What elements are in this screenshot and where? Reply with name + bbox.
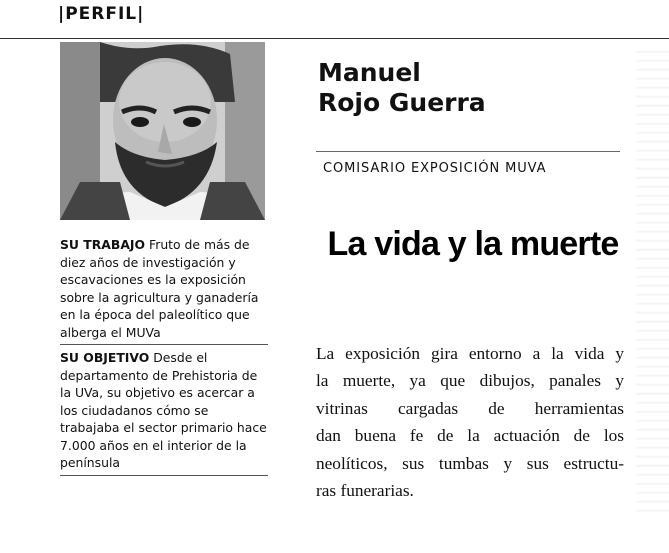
su-trabajo-text: Fruto de más de diez años de investigación y escavaciones es la exposición sobre la agricultura y ganadería en la época del paleolítico que alberga el MUVa xyxy=(60,237,259,340)
body-line: ras funerarias. xyxy=(316,481,414,501)
portrait-photo xyxy=(60,42,265,220)
portrait-image xyxy=(60,42,265,220)
su-objetivo-label: SU OBJETIVO xyxy=(60,350,150,365)
body-line: La exposición gira entorno a la vida y xyxy=(316,344,624,363)
body-line: neolíticos, sus tumbas y sus estructu- xyxy=(316,453,624,473)
body-line: vitrinas cargadas de herramientas xyxy=(316,398,624,418)
body-text xyxy=(316,340,624,504)
body-line: la muerte, ya que dibujos, panales y xyxy=(316,371,624,391)
name-first: Manuel xyxy=(318,58,421,87)
profile-sidebar xyxy=(60,236,268,480)
role-rule xyxy=(316,151,620,152)
body-line: dan buena fe de la actuación de los xyxy=(316,426,624,446)
su-trabajo-block xyxy=(60,236,268,345)
top-rule xyxy=(0,38,669,39)
su-objetivo-text: Desde el departamento de Prehistoria de la UVa, su objetivo es acercar a los ciudadanos cómo se trabajaba el sector primario hace 7.000 años en el interior de la península xyxy=(60,350,267,470)
scan-noise-edge xyxy=(636,48,669,518)
headline: La vida y la muerte xyxy=(327,225,619,263)
su-objetivo-block xyxy=(60,349,268,476)
name-last: Rojo Guerra xyxy=(318,88,486,117)
profile-role: COMISARIO EXPOSICIÓN MUVA xyxy=(323,161,547,176)
su-trabajo-label: SU TRABAJO xyxy=(60,237,146,252)
section-tag: |PERFIL| xyxy=(58,4,145,24)
profile-name xyxy=(318,58,486,118)
